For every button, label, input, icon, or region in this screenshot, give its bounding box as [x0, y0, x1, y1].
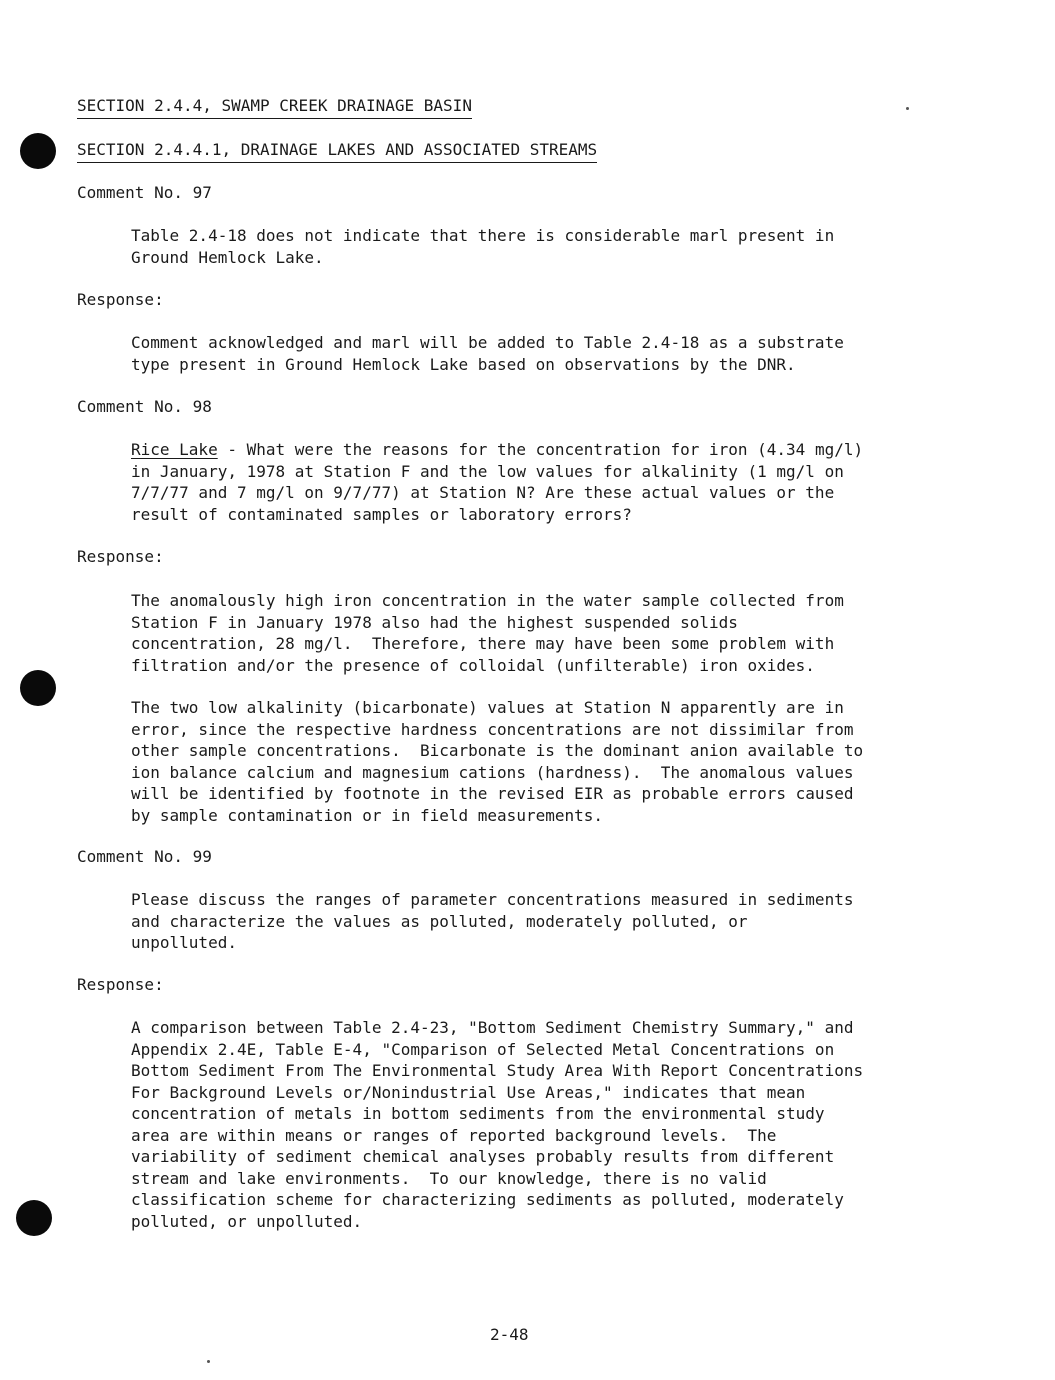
comment-label: Comment No. 99 — [77, 847, 212, 866]
page-number: 2-48 — [490, 1325, 529, 1344]
response-label: Response: — [77, 290, 164, 309]
comment-body: - What were the reasons for the concentration for iron (4.34 mg/l) in January, 1978 at Station F and the low values for alkalinity (1 mg/l on 7/7/77 and 7 mg/l on 9/7/77) at Station N? Are these actual values or the result of contaminated samples or laboratory errors? — [131, 440, 864, 524]
scan-speck — [906, 107, 909, 110]
response-text: The anomalously high iron concentration in the water sample collected from Station F in January 1978 also had the highest suspended solids concentration, 28 mg/l. Therefore, there may have been some problem with filtration and/or the presence of colloidal (unfilterable) iron oxides. — [131, 591, 844, 675]
comment-label: Comment No. 98 — [77, 397, 212, 416]
response-text: Comment acknowledged and marl will be added to Table 2.4-18 as a substrate type present in Ground Hemlock Lake based on observations by the DNR. — [131, 333, 844, 374]
comment-text: Please discuss the ranges of parameter concentrations measured in sediments and characterize the values as polluted, moderately polluted, or unpolluted. — [131, 890, 854, 952]
subsection-heading: SECTION 2.4.4.1, DRAINAGE LAKES AND ASSOCIATED STREAMS — [77, 139, 597, 163]
section-heading: SECTION 2.4.4, SWAMP CREEK DRAINAGE BASIN — [77, 95, 472, 119]
comment-text — [131, 439, 961, 525]
comment-label: Comment No. 97 — [77, 183, 212, 202]
punch-hole — [16, 1200, 52, 1236]
response-text: The two low alkalinity (bicarbonate) values at Station N apparently are in error, since the respective hardness concentrations are not dissimilar from other sample concentrations. Bicarbonate is the dominant anion available to ion balance calcium and magnesium cations (hardness). The anomalous values will be identified by footnote in the revised EIR as probable errors caused by sample contamination or in field measurements. — [131, 698, 864, 825]
scan-speck — [207, 1360, 210, 1363]
response-label: Response: — [77, 975, 164, 994]
response-text: A comparison between Table 2.4-23, "Bottom Sediment Chemistry Summary," and Appendix 2.4E, Table E-4, "Comparison of Selected Metal Concentrations on Bottom Sediment From The Environmental Study Area With Report Concentrations For Background Levels or/Nonindustrial Use Areas," indicates that mean concentration of metals in bottom sediments from the environmental study area are within means or ranges of reported background levels. The variability of sediment chemical analyses probably results from different stream and lake environments. To our knowledge, there is no valid classification scheme for characterizing sediments as polluted, moderately polluted, or unpolluted. — [131, 1018, 864, 1231]
punch-hole — [20, 670, 56, 706]
punch-hole — [20, 133, 56, 169]
lake-name: Rice Lake — [131, 440, 218, 459]
comment-text: Table 2.4-18 does not indicate that there is considerable marl present in Ground Hemlock Lake. — [131, 226, 835, 267]
response-label: Response: — [77, 547, 164, 566]
